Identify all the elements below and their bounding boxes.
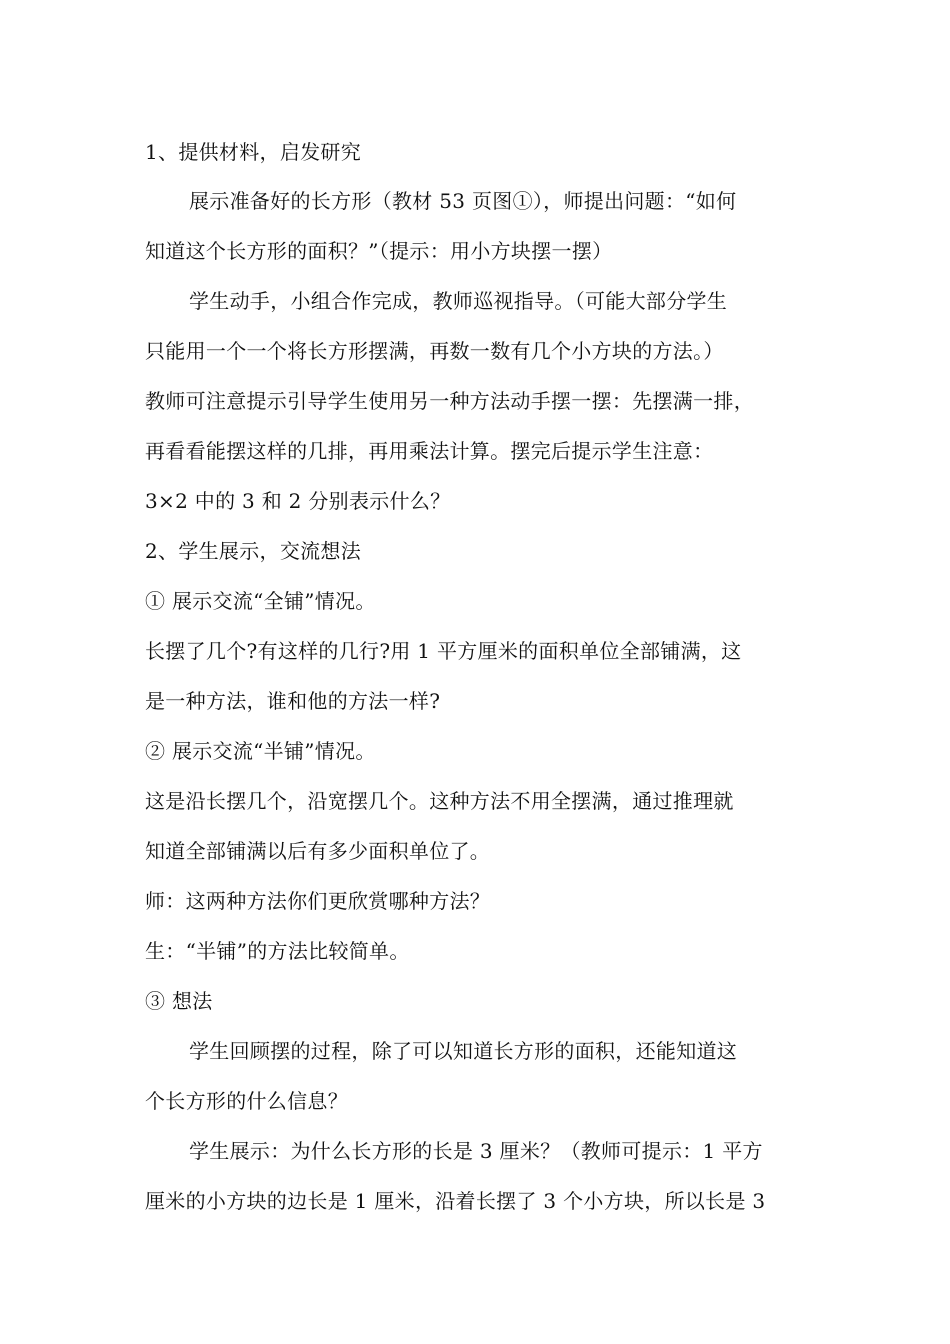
paragraph-line: 个长方形的什么信息？ [145, 1089, 348, 1113]
subheading-2: ② 展示交流“半铺”情况。 [145, 739, 376, 763]
paragraph-line: 学生回顾摆的过程，除了可以知道长方形的面积，还能知道这 [189, 1039, 738, 1063]
section-heading-2: 2、学生展示，交流想法 [145, 539, 362, 563]
paragraph-line: 厘米的小方块的边长是 1 厘米，沿着长摆了 3 个小方块，所以长是 3 [145, 1189, 766, 1213]
paragraph-line: 学生展示：为什么长方形的长是 3 厘米？（教师可提示：1 平方 [189, 1139, 763, 1163]
paragraph-line: 知道全部铺满以后有多少面积单位了。 [145, 839, 491, 863]
dialogue-line-student: 生：“半铺”的方法比较简单。 [145, 939, 410, 963]
subheading-3: ③ 想法 [145, 989, 213, 1013]
paragraph-line: 知道这个长方形的面积？”（提示：用小方块摆一摆） [145, 239, 613, 263]
section-heading-1: 1、提供材料，启发研究 [145, 140, 362, 164]
paragraph-line: 学生动手，小组合作完成，教师巡视指导。（可能大部分学生 [189, 289, 728, 313]
subheading-1: ① 展示交流“全铺”情况。 [145, 589, 376, 613]
paragraph-line: 再看看能摆这样的几排，再用乘法计算。摆完后提示学生注意： [145, 439, 714, 463]
paragraph-line: 只能用一个一个将长方形摆满，再数一数有几个小方块的方法。） [145, 339, 724, 363]
paragraph-line: 是一种方法，谁和他的方法一样? [145, 689, 441, 713]
paragraph-line: 3×2 中的 3 和 2 分别表示什么？ [145, 489, 451, 513]
dialogue-line-teacher: 师：这两种方法你们更欣赏哪种方法？ [145, 889, 491, 913]
paragraph-line: 这是沿长摆几个，沿宽摆几个。这种方法不用全摆满，通过推理就 [145, 789, 734, 813]
paragraph-line: 展示准备好的长方形（教材 53 页图①），师提出问题：“如何 [189, 189, 737, 213]
paragraph-line: 教师可注意提示引导学生使用另一种方法动手摆一摆：先摆满一排， [145, 389, 754, 413]
paragraph-line: 长摆了几个?有这样的几行?用 1 平方厘米的面积单位全部铺满，这 [145, 639, 742, 663]
